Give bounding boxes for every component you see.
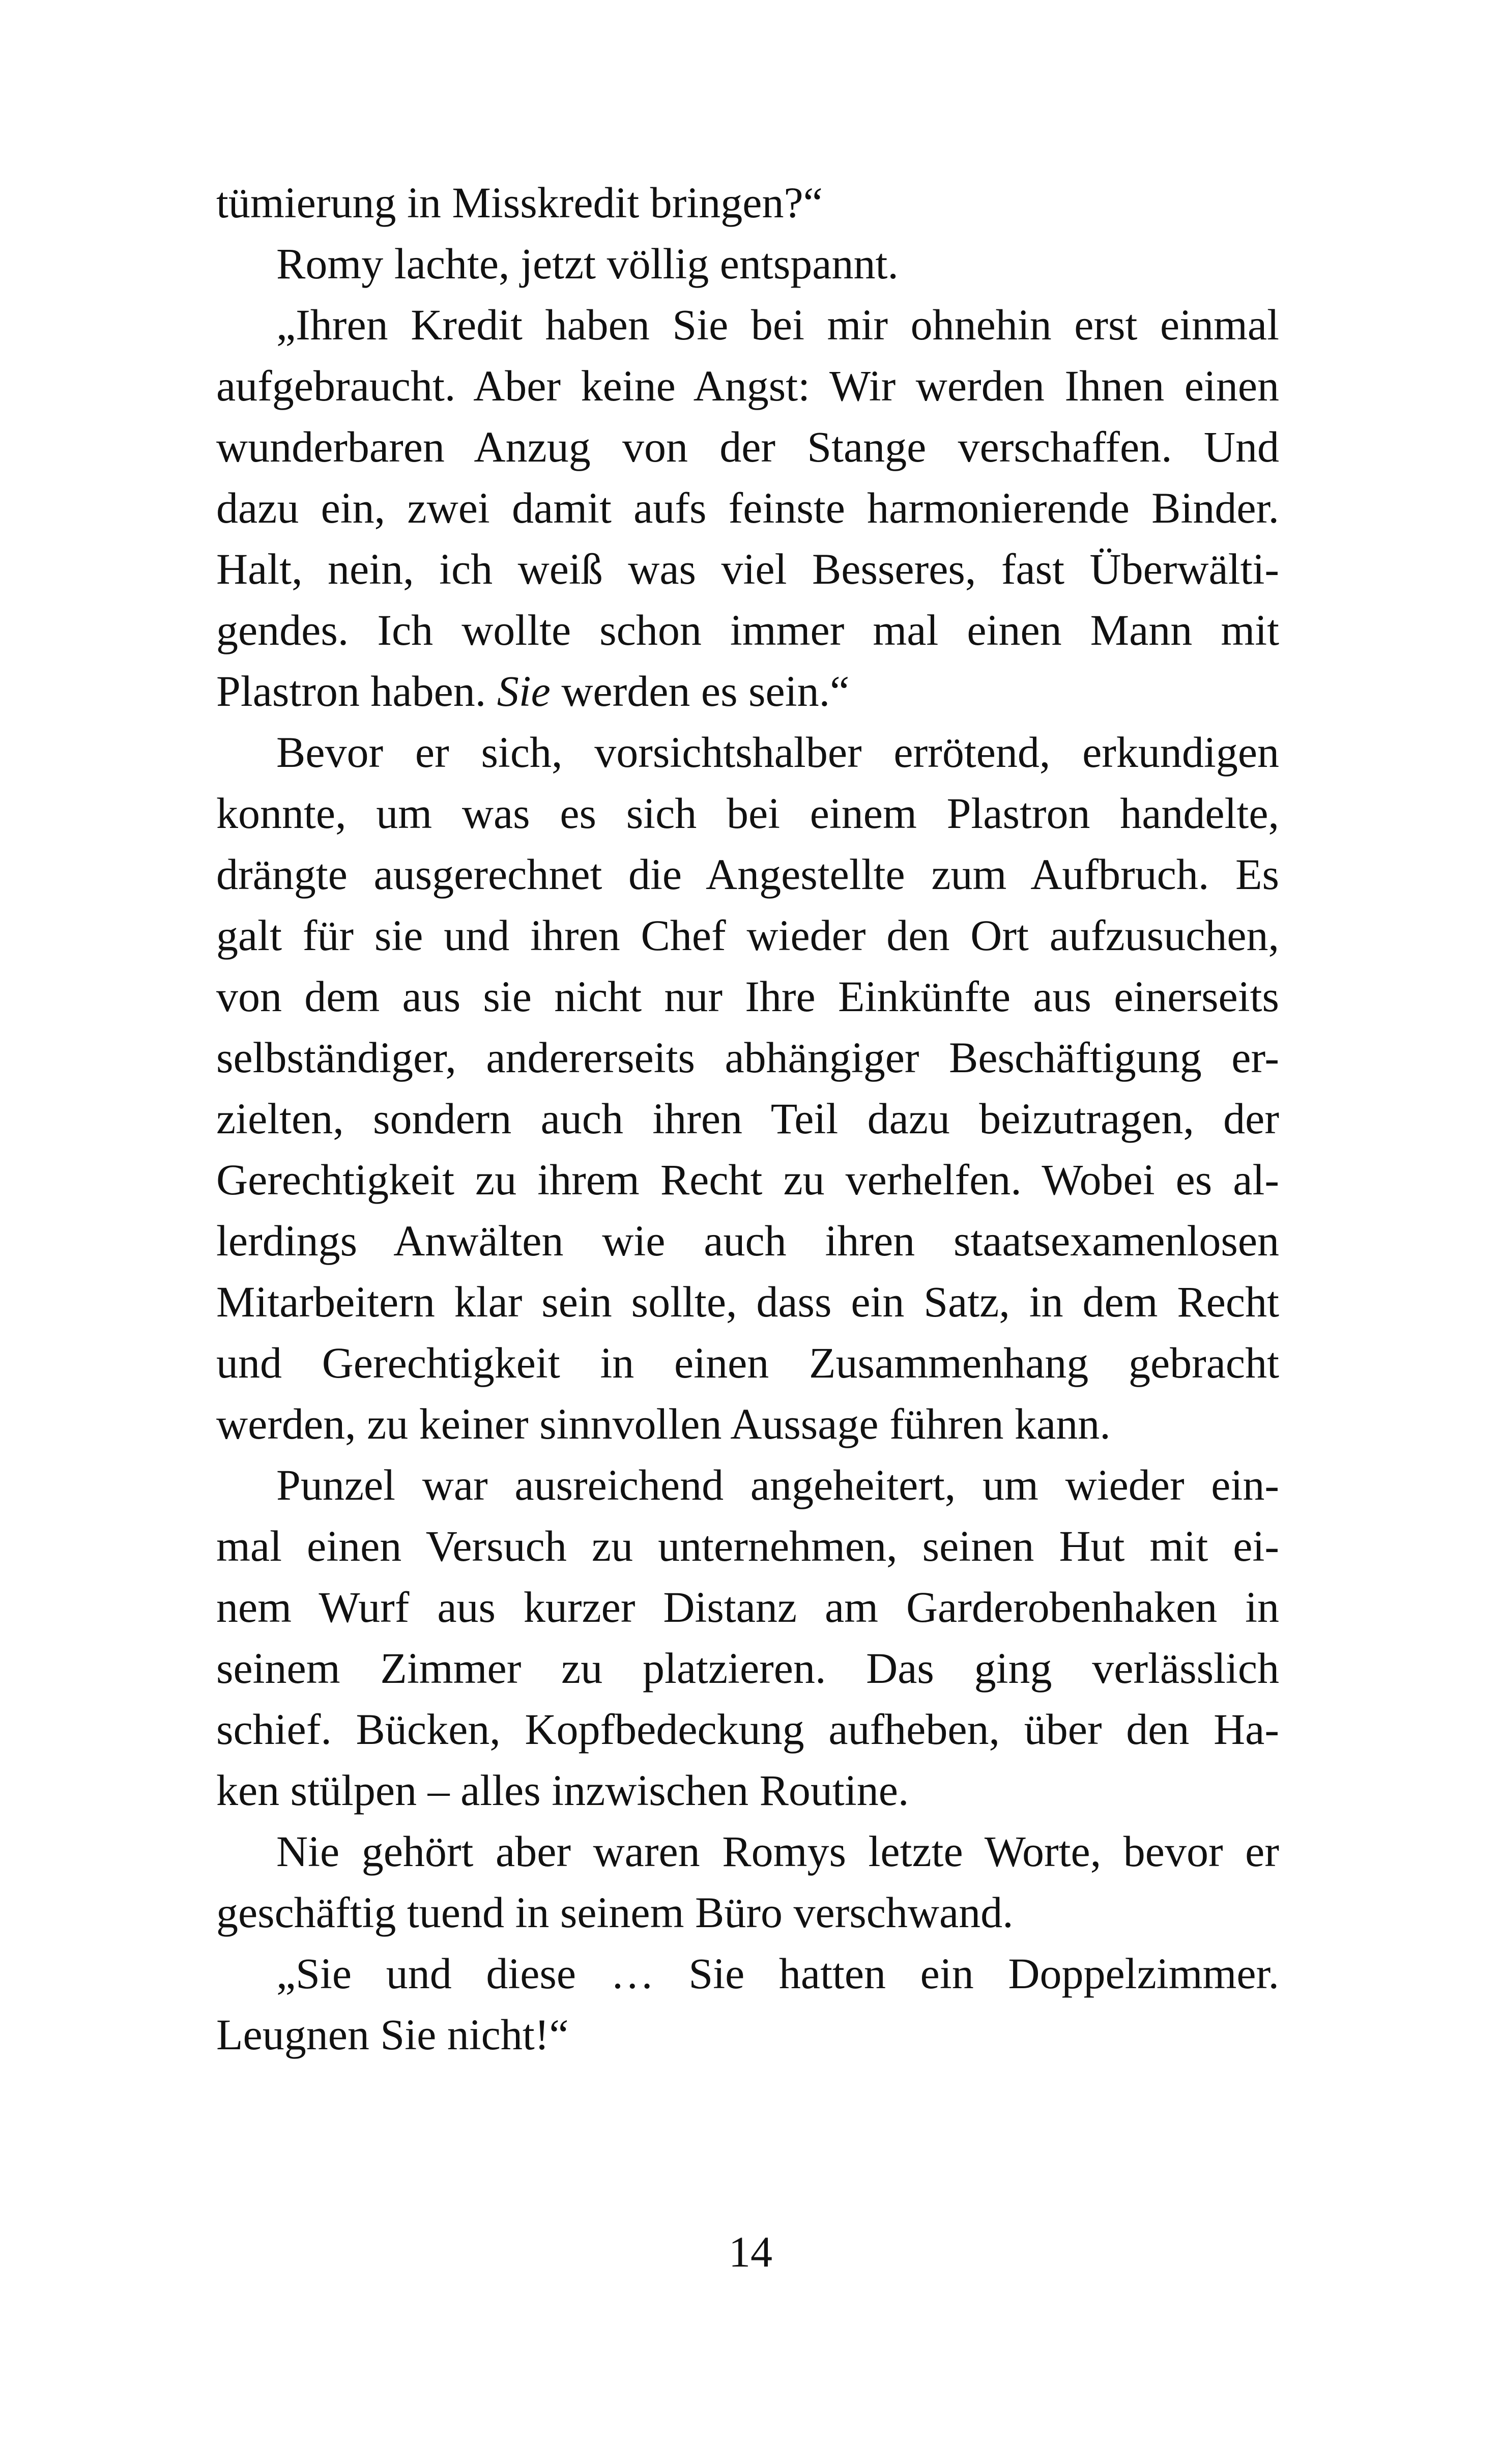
text-line: aufgebraucht. Aber keine Angst: Wir werden Ihnen einen [216,361,1279,410]
text-line: galt für sie und ihren Chef wieder den Ort aufzusuchen, [216,911,1279,960]
text-line: geschäftig tuend in seinem Büro verschwand. [216,1888,1014,1937]
text-line: dazu ein, zwei damit aufs feinste harmonierende Binder. [216,483,1279,532]
text-line: lerdings Anwälten wie auch ihren staatsexamenlosen [216,1216,1279,1265]
italic-word: Sie [497,667,551,715]
text-segment: Plastron haben. [216,667,497,715]
text-line: Romy lachte, jetzt völlig entspannt. [276,239,899,288]
text-line: Bevor er sich, vorsichtshalber errötend, erkundigen [276,728,1279,777]
text-line: „Ihren Kredit haben Sie bei mir ohnehin erst einmal [276,300,1279,349]
text-line: und Gerechtigkeit in einen Zusammenhang gebracht [216,1338,1279,1387]
text-line: Punzel war ausreichend angeheitert, um wieder ein- [276,1460,1279,1509]
text-line: drängte ausgerechnet die Angestellte zum Aufbruch. Es [216,850,1279,899]
text-line: gendes. Ich wollte schon immer mal einen Mann mit [216,606,1279,654]
body-text [216,172,1279,2065]
text-line: Halt, nein, ich weiß was viel Besseres, fast Überwälti- [216,545,1279,593]
text-line [216,661,1279,722]
text-line: konnte, um was es sich bei einem Plastron handelte, [216,789,1279,838]
text-line: seinem Zimmer zu platzieren. Das ging verlässlich [216,1644,1279,1693]
page-number: 14 [729,2227,772,2276]
text-line: ken stülpen – alles inzwischen Routine. [216,1766,909,1815]
text-line: von dem aus sie nicht nur Ihre Einkünfte aus einerseits [216,972,1279,1021]
text-line: schief. Bücken, Kopfbedeckung aufheben, über den Ha- [216,1705,1279,1754]
text-line: zielten, sondern auch ihren Teil dazu beizutragen, der [216,1094,1279,1143]
text-line: nem Wurf aus kurzer Distanz am Garderobenhaken in [216,1583,1279,1631]
text-line: „Sie und diese … Sie hatten ein Doppelzimmer. [276,1949,1279,1998]
text-line: wunderbaren Anzug von der Stange verschaffen. Und [216,422,1279,471]
text-segment: werden es sein.“ [550,667,850,715]
text-line: Mitarbeitern klar sein sollte, dass ein Satz, in dem Recht [216,1277,1279,1326]
text-line: Leugnen Sie nicht!“ [216,2010,569,2059]
text-line: selbständiger, andererseits abhängiger Beschäftigung er- [216,1033,1279,1082]
text-line: tümierung in Misskredit bringen?“ [216,178,823,227]
text-line: Gerechtigkeit zu ihrem Recht zu verhelfen. Wobei es al- [216,1155,1279,1204]
text-line: Nie gehört aber waren Romys letzte Worte, bevor er [276,1827,1279,1876]
text-line: mal einen Versuch zu unternehmen, seinen Hut mit ei- [216,1522,1279,1570]
text-line: werden, zu keiner sinnvollen Aussage führen kann. [216,1399,1111,1448]
